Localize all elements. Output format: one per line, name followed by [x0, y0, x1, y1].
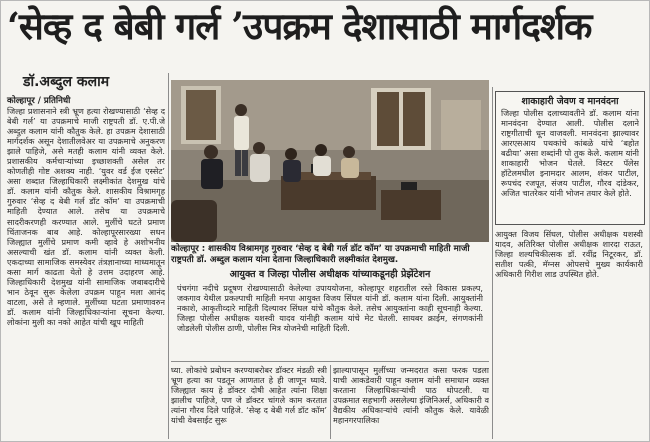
second-story-paragraph-1: पंचगंगा नदीचे प्रदूषण रोखण्यासाठी केलेल्या उपाययोजना, कोल्हापूर शहरातील रस्ते विकास प्रकल्प, जकगाव येथील प्रकल्पाची माहिती मनपा आयुक्त विजय सिंघल यांनी डॉ. कलाम यांना दिली. आयुक्तांनी नकाशे, आकृतीव्दारे माहिती दिल्यावर सिंघल यांचे कौतुक केले. तसेच आयुक्तांना काही सूचनाही केल्या. जिल्हा पोलीस अधीक्षक यशस्वी यादव यांनीही कलाम यांचे मेट घेतली. सायबर क्राईम, संगणकांनी जोडलेली पोलीस ठाणी, पोलीस मित्र योजनेची माहिती दिली. [177, 283, 483, 334]
photo-caption: कोल्हापूर : शासकीय विश्रामगृह गुरुवार ‘सेव्ह द बेबी गर्ल डॉट कॉम’ या उपक्रमाची माहिती माजी राष्ट्रपती डॉ. अब्दुल कलाम यांना देताना जिल्हाधिकारी लक्ष्मीकांत देशमुख. [171, 244, 470, 265]
column-rule [330, 365, 331, 439]
sidebar-box-title: शाकाहारी जेवण व मानवंदना [521, 96, 619, 107]
second-story-paragraph-3: झाल्यापासून मुलींच्या जन्मदरात कसा फरक पडला याची आकडेवारी पाहून कलाम यांनी समाधान व्यक्त करताना जिल्हाधिकाऱ्यांची पाठ थोपटली. या उपक्रमात सहभागी असलेल्या इंजिनिअर्स, अधिकारी व वैद्यकीय अधिकाऱ्यांचे त्यांनी कौतुक केले. यावेळी महानगरपालिका [333, 365, 489, 426]
second-story-paragraph-2: घ्या. लोकांचे प्रबोधन करण्याबरोबर डॉक्टर मंडळी स्त्री भ्रूण हत्या का पडतून आणतात हे ही जाणून घ्यावे. जिल्ह्यात काय हे डॉक्टर दोषी आहेत त्यांना शिक्षा झालीच पाहिजे, पण जे डॉक्टर चांगले काम करतात त्यांना गौरव दिले पाहिजे. ‘सेव्ह द बेबी गर्ल डॉट कॉम’ यांची वेबसाईट सुरू [171, 365, 327, 426]
article-column-1: जिल्हा प्रशासनाने स्त्री भ्रूण हत्या रोखण्यासाठी ‘सेव्ह द बेबी गर्ल’ या उपक्रमाचे माजी राष्ट्रपती डॉ. ए.पी.जे अब्दुल कलाम यांनी कौतुक केले. हा उपक्रम देशासाठी मार्गदर्शक असून देशातीलवेअर या उपक्रमाचे अनुकरण झाले पाहिजे, असे मतही कलाम यांनी व्यक्त केले. प्रशासकीय कर्मचाऱ्यांच्या इच्छाशक्ती असेल तर कोणतीही गोष्ट अशक्य नाही. ‘युवर वर्ड ईज एस्सेट’ असा शब्दात जिल्हाधिकारी लक्ष्मीकांत देशमुख यांचे डॉ. कलाम यांनी कौतुक केले. शासकीय विश्रामगृह गुरुवार ‘सेव्ह द बेबी गर्ल डॉट कॉम’ या उपक्रमाची माहिती देण्यात आले. तसेच या उपक्रमाचे सादरीकरणही करण्यात आले. मुलींचे घटते प्रमाण चिंताजनक बाब आहे. कोल्हापूरसारख्या सधन जिल्ह्यात मुलींचे प्रमाण कमी व्हावे हे अशोभनीय असल्याची खंत डॉ. कलाम यांनी व्यक्त केली. एकदाच्या सामाजिक समस्येवर तंत्रज्ञानाच्या माध्यमातून कसा मार्ग काढता येतो हे उत्तम उदाहरण आहे. जिल्हाधिकारी देशमुख यांनी सामाजिक जबाबदारीचे भान ठेवून सुरू केलेला उपक्रम पाहून मला आनंद वाटला, असे ते म्हणाले. मुलींच्या घटता प्रमाणावरुन डॉ. कलाम यांनी जिल्हाधिकाऱ्यांना सूचना केल्या. लोकांना मुली का नको आहेत यांची खूप माहिती [7, 106, 165, 327]
sidebar-box [495, 91, 645, 225]
column-rule [168, 73, 169, 439]
column-rule [171, 361, 489, 362]
second-story-subheading: आयुक्त व जिल्हा पोलीस अधीक्षक यांच्याकडूनही प्रेझेंटेशन [229, 269, 431, 280]
article-column-3: आयुक्त विजय सिंघल, पोलीस अधीक्षक यशस्वी यादव, अतिरिक्त पोलीस अधीक्षक शारदा राऊत, जिल्हा शल्यचिकीत्सक डॉ. रवींद्र निटूरकर, डॉ. सतीश पत्की, मॅग्नस ओपसचे मुख्य कार्यकारी अधिकारी गिरीश लाड उपस्थित होते. [495, 229, 643, 280]
headline: ‘सेव्ह द बेबी गर्ल ’उपक्रम देशासाठी मार्गदर्शक [7, 4, 592, 48]
news-photo-illustration [171, 80, 489, 242]
column-rule [492, 87, 493, 439]
news-photo [171, 80, 489, 242]
byline-name: डॉ.अब्दुल कलाम [23, 74, 110, 90]
sidebar-box-body: जिल्हा पोलीस दलाच्यावतीने डॉ. कलाम यांना मानवंदना देण्यात आली. पोलीस दलाने राष्ट्रगीताची धून वाजवली. मानवंदना झाल्यावर आरएसआय पथकांचे कांबळे यांचे ‘बहोत बढीया’ असा शब्दांनी पो तुक केले. कलाम यांनी शाकाहारी भोजन घेतले. विस्टर पॅलेस हॉटेलमधील इनामदार आलम, शंकर पाटील, रूपचंद रजपूत, संजय पाटील, गौरव दांडेकर, अजित चातरेकर यांनी भोजन तयार केले होते. [501, 108, 639, 199]
dateline: कोल्हापूर / प्रतिनिधी [7, 96, 71, 106]
